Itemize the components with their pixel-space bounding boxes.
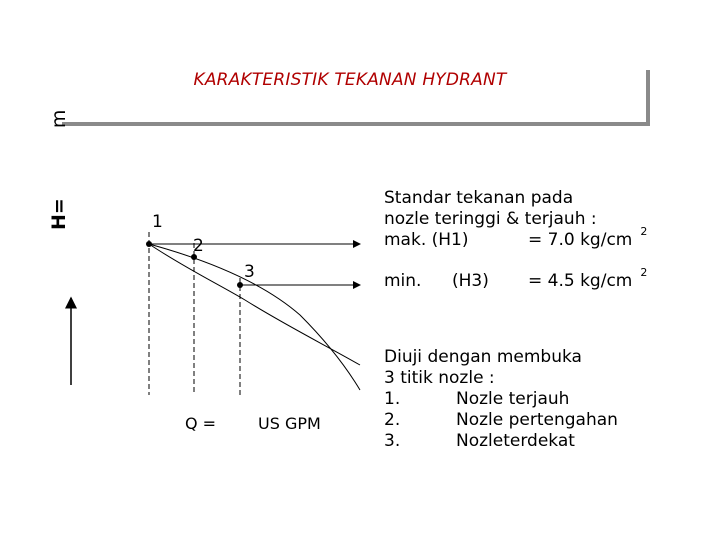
point-2-label: 2	[193, 236, 204, 256]
max-value	[528, 225, 648, 250]
min-code: (H3)	[452, 271, 489, 291]
min-value-text: = 4.5 kg/cm	[528, 271, 633, 291]
test-item-1-num: 1.	[384, 389, 401, 409]
test-line-1: Diuji dengan membuka	[384, 347, 582, 367]
point-3-marker	[237, 282, 243, 288]
page-title: KARAKTERISTIK TEKANAN HYDRANT	[193, 70, 507, 90]
x-axis-unit: US GPM	[258, 414, 321, 433]
point-3-label: 3	[244, 262, 255, 282]
test-item-2-num: 2.	[384, 410, 401, 430]
max-label: mak. (H1)	[384, 230, 469, 250]
max-superscript: 2	[640, 225, 648, 238]
test-item-3-text: Nozleterdekat	[456, 431, 575, 451]
max-value-text: = 7.0 kg/cm	[528, 230, 633, 250]
y-axis-symbol: H=	[48, 198, 70, 230]
min-label: min.	[384, 271, 422, 291]
x-axis-label: Q =	[185, 414, 217, 433]
test-item-2-text: Nozle pertengahan	[456, 410, 618, 430]
test-item-1-text: Nozle terjauh	[456, 389, 570, 409]
point-1-marker	[146, 241, 152, 247]
min-superscript: 2	[640, 266, 648, 279]
test-line-2: 3 titik nozle :	[384, 368, 495, 388]
min-value	[528, 266, 648, 291]
point-1-label: 1	[152, 212, 163, 232]
test-item-3-num: 3.	[384, 431, 401, 451]
y-axis-unit: m	[48, 109, 70, 129]
standard-line-1: Standar tekanan pada	[384, 188, 574, 208]
standard-line-2: nozle teringgi & terjauh :	[384, 209, 597, 229]
